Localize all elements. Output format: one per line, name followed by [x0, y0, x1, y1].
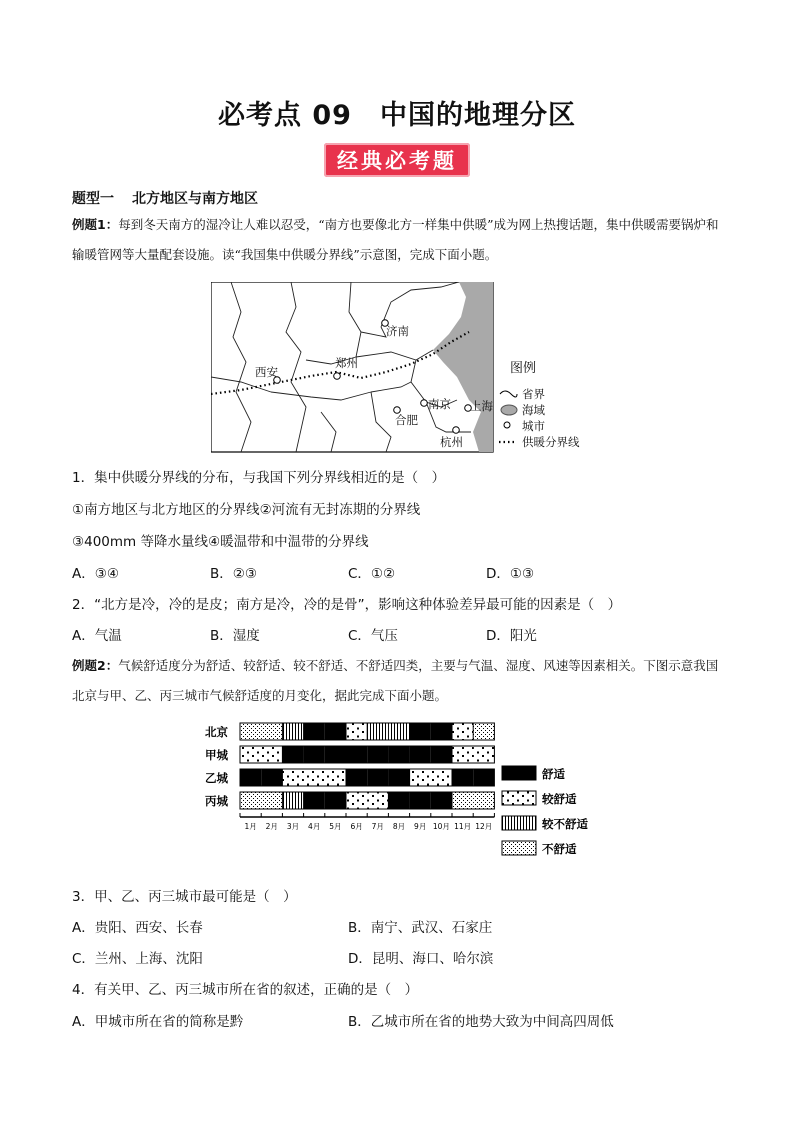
- month-cell: [388, 792, 409, 809]
- month-cell: [346, 792, 367, 809]
- month-cell: [261, 723, 282, 740]
- month-cell: [410, 746, 431, 763]
- month-cell: [240, 792, 261, 809]
- legend-label: 城市: [522, 419, 545, 433]
- month-cell: [410, 769, 431, 786]
- city-label: 合肥: [395, 413, 418, 427]
- month-cell: [431, 769, 452, 786]
- x-tick-label: 8月: [392, 822, 406, 831]
- example2-label: 例题2：: [72, 658, 119, 673]
- month-cell: [261, 769, 282, 786]
- legend-label: 较舒适: [542, 792, 577, 806]
- legend-label: 省界: [522, 387, 545, 401]
- month-cell: [304, 746, 325, 763]
- legend-swatch: [502, 766, 536, 780]
- month-cell: [240, 723, 261, 740]
- section-title: 北方地区与南方地区: [132, 191, 258, 207]
- month-cell: [346, 769, 367, 786]
- x-tick-label: 7月: [371, 822, 384, 831]
- month-cell: [473, 746, 494, 763]
- city-label: 上海: [470, 399, 493, 413]
- city-dot-zhengzhou: [334, 373, 341, 380]
- legend-label: 舒适: [542, 767, 565, 781]
- city-dot-nanjing: [421, 400, 428, 407]
- city-label: 济南: [386, 324, 409, 338]
- q1-statement-2: ③400mm 等降水量线④暖温带和中温带的分界线: [72, 534, 369, 550]
- q2-option-b[interactable]: B．湿度: [210, 628, 260, 644]
- month-cell: [304, 769, 325, 786]
- q2-option-a[interactable]: A．气温: [72, 628, 122, 644]
- legend-label: 不舒适: [542, 842, 577, 856]
- row-label: 甲城: [205, 748, 228, 762]
- q4-option-a[interactable]: A．甲城市所在省的简称是黔: [72, 1014, 244, 1030]
- month-cell: [261, 792, 282, 809]
- month-cell: [282, 769, 303, 786]
- legend-swatch: [502, 791, 536, 805]
- month-cell: [240, 769, 261, 786]
- month-cell: [304, 792, 325, 809]
- month-cell: [367, 769, 388, 786]
- month-cell: [473, 769, 494, 786]
- month-cell: [473, 723, 494, 740]
- month-cell: [240, 746, 261, 763]
- month-cell: [304, 723, 325, 740]
- month-cell: [325, 769, 346, 786]
- month-cell: [282, 746, 303, 763]
- example1-label: 例题1：: [72, 217, 119, 232]
- q4-option-b[interactable]: B．乙城市所在省的地势大致为中间高四周低: [348, 1014, 614, 1030]
- comfort-chart: [205, 718, 605, 868]
- q1-statement-1: ①南方地区与北方地区的分界线②河流有无封冻期的分界线: [72, 502, 421, 518]
- x-tick-label: 9月: [414, 822, 427, 831]
- q1-option-c[interactable]: C．①②: [348, 566, 396, 582]
- sea-legend-icon: [501, 405, 517, 415]
- month-cell: [410, 723, 431, 740]
- row-label: 乙城: [205, 771, 228, 785]
- row-label: 丙城: [205, 794, 228, 808]
- month-cell: [452, 746, 473, 763]
- map-legend: [499, 361, 580, 449]
- month-cell: [431, 746, 452, 763]
- month-cell: [388, 746, 409, 763]
- x-tick-label: 12月: [475, 822, 493, 831]
- month-cell: [431, 792, 452, 809]
- x-tick-label: 1月: [244, 822, 257, 831]
- month-cell: [388, 769, 409, 786]
- example1-paragraph: [72, 210, 724, 270]
- legend-title: 图例: [510, 361, 537, 376]
- q4-stem: 4．有关甲、乙、丙三城市所在省的叙述，正确的是（ ）: [72, 982, 419, 998]
- month-cell: [452, 723, 473, 740]
- page-title: 必考点 09 中国的地理分区: [218, 100, 576, 131]
- example2-text: 气候舒适度分为舒适、较舒适、较不舒适、不舒适四类，主要与气温、湿度、风速等因素相关。下图示意我国北京与甲、乙、丙三城市气候舒适度的月变化，据此完成下面小题。: [72, 658, 719, 703]
- section-label: 题型一: [72, 191, 114, 207]
- q3-option-a[interactable]: A．贵阳、西安、长春: [72, 920, 203, 936]
- month-cell: [346, 746, 367, 763]
- month-cell: [325, 792, 346, 809]
- month-cell: [261, 746, 282, 763]
- month-cell: [367, 792, 388, 809]
- legend-label: 供暖分界线: [522, 435, 580, 449]
- q3-stem: 3．甲、乙、丙三城市最可能是（ ）: [72, 889, 297, 905]
- x-tick-label: 4月: [308, 822, 321, 831]
- legend-label: 较不舒适: [542, 817, 588, 831]
- month-cell: [282, 723, 303, 740]
- legend-swatch: [502, 841, 536, 855]
- city-label: 西安: [255, 365, 278, 379]
- example1-text: 每到冬天南方的湿冷让人难以忍受，“南方也要像北方一样集中供暖”成为网上热搜话题，集中供暖需要锅炉和输暖管网等大量配套设施。读“我国集中供暖分界线”示意图，完成下面小题。: [72, 217, 719, 262]
- q3-option-d[interactable]: D．昆明、海口、哈尔滨: [348, 951, 494, 967]
- month-cell: [431, 723, 452, 740]
- month-cell: [282, 792, 303, 809]
- month-cell: [325, 723, 346, 740]
- month-cell: [452, 769, 473, 786]
- city-label: 南京: [428, 397, 451, 411]
- row-label: 北京: [205, 725, 228, 739]
- q1-option-b[interactable]: B．②③: [210, 566, 257, 582]
- q2-stem: 2．“北方是冷，冷的是皮；南方是冷，冷的是骨”，影响这种体验差异最可能的因素是（ ）: [72, 597, 622, 613]
- city-dot-hangzhou: [453, 427, 460, 434]
- x-tick-label: 3月: [286, 822, 300, 831]
- q3-option-c[interactable]: C．兰州、上海、沈阳: [72, 951, 203, 967]
- month-cell: [388, 723, 409, 740]
- month-cell: [410, 792, 431, 809]
- month-cell: [367, 746, 388, 763]
- x-tick-label: 10月: [432, 822, 450, 831]
- section-heading: [72, 188, 258, 208]
- q2-option-d[interactable]: D．阳光: [486, 628, 537, 644]
- q3-option-b[interactable]: B．南宁、武汉、石家庄: [348, 920, 493, 936]
- q2-option-c[interactable]: C．气压: [348, 628, 398, 644]
- q1-option-d[interactable]: D．①③: [486, 566, 535, 582]
- city-label: 郑州: [335, 356, 358, 370]
- q1-option-a[interactable]: A．③④: [72, 566, 119, 582]
- month-cell: [346, 723, 367, 740]
- q1-stem: 1．集中供暖分界线的分布，与我国下列分界线相近的是（ ）: [72, 470, 446, 486]
- month-cell: [452, 792, 473, 809]
- legend-label: 海域: [522, 403, 545, 417]
- province-border-legend-icon: [500, 391, 517, 397]
- city-label: 杭州: [440, 435, 463, 449]
- x-tick-label: 2月: [265, 822, 278, 831]
- month-cell: [473, 792, 494, 809]
- example2-paragraph: [72, 651, 724, 711]
- x-tick-label: 5月: [329, 822, 342, 831]
- city-legend-icon: [504, 422, 510, 428]
- heating-boundary-map: [211, 282, 596, 454]
- x-tick-label: 6月: [350, 822, 363, 831]
- classic-question-badge: 经典必考题: [324, 143, 470, 177]
- x-tick-label: 11月: [454, 822, 472, 831]
- month-cell: [325, 746, 346, 763]
- legend-swatch: [502, 816, 536, 830]
- month-cell: [367, 723, 388, 740]
